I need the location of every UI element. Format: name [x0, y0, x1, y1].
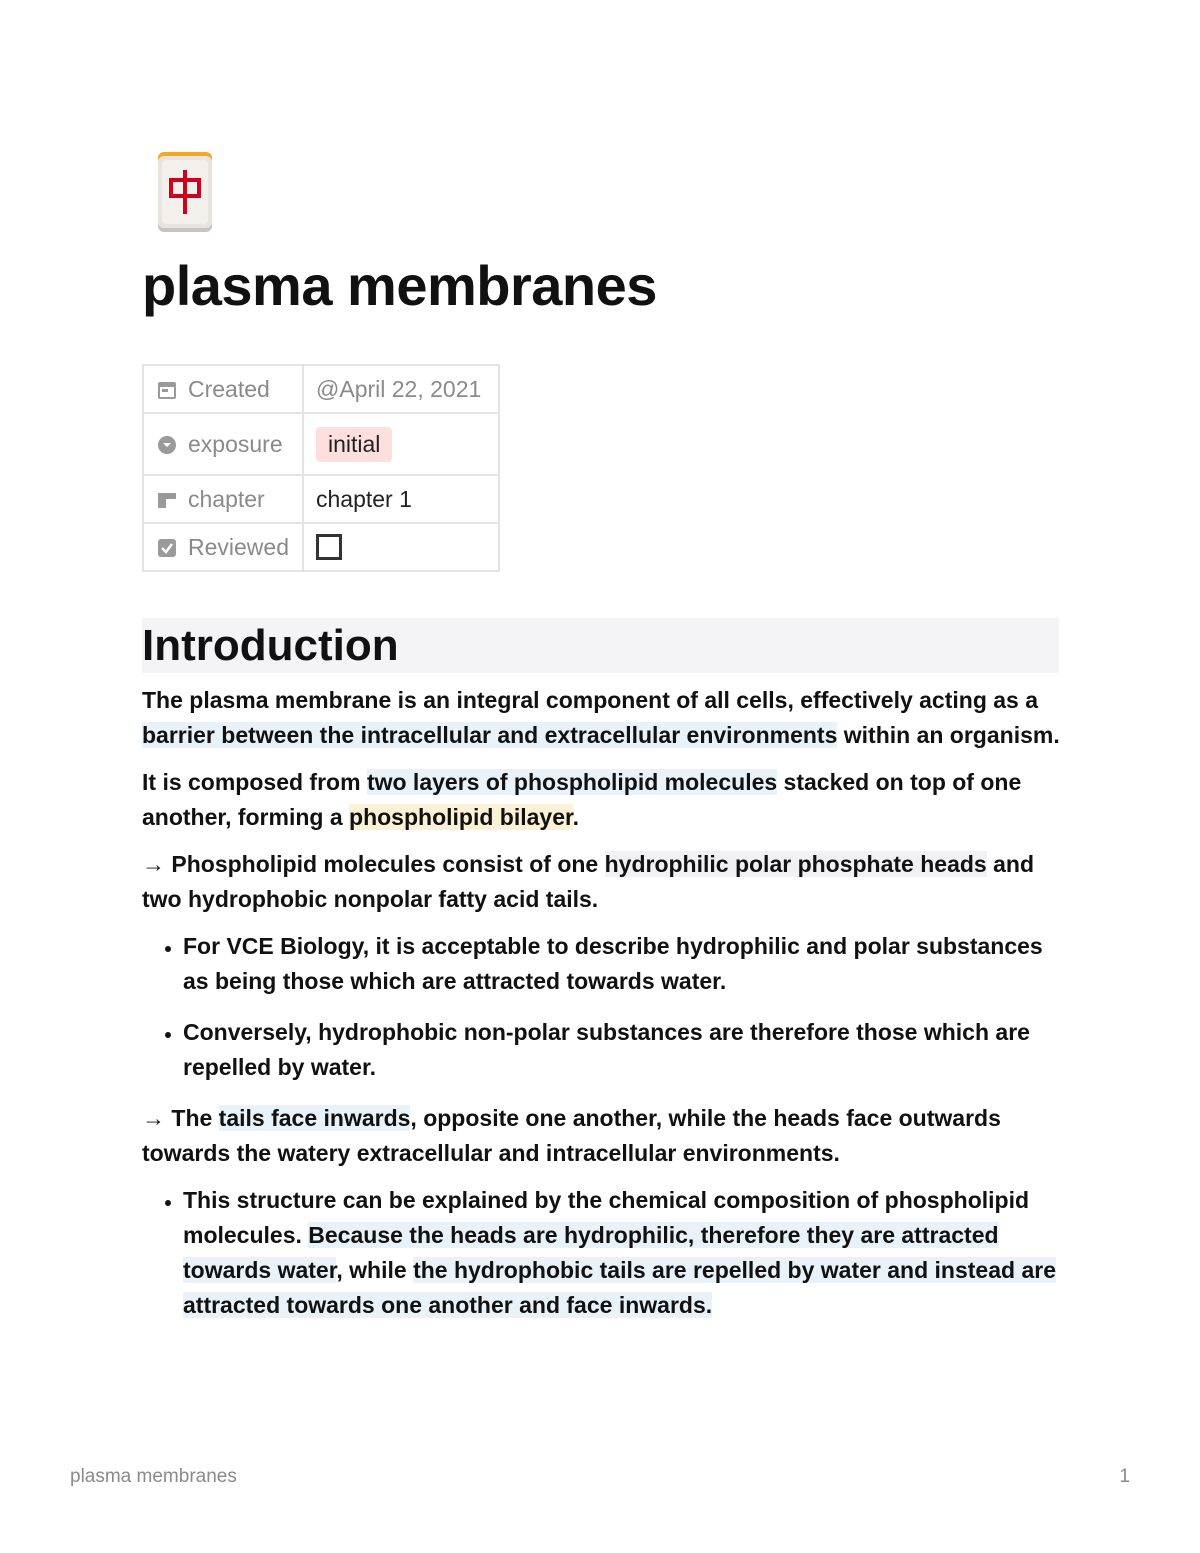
- highlight: Because the heads are hydrophilic, therefore they are attracted towards water: [183, 1222, 999, 1283]
- property-row-reviewed: [143, 523, 499, 571]
- text-run: , while: [336, 1257, 414, 1283]
- property-key: [143, 475, 303, 523]
- exposure-tag[interactable]: initial: [316, 427, 392, 462]
- created-date: @April 22, 2021: [316, 375, 482, 402]
- property-value-chapter[interactable]: chapter 1: [303, 475, 499, 523]
- property-label-created: Created: [188, 375, 270, 402]
- text-run: → The: [142, 1105, 219, 1131]
- highlight: hydrophilic polar phosphate heads: [604, 851, 987, 877]
- footer-title: plasma membranes: [70, 1466, 237, 1487]
- calendar-icon: [156, 379, 178, 401]
- list-item: • For VCE Biology, it is acceptable to describe hydrophilic and polar substances as being those which are attracted towards water.: [183, 929, 1062, 999]
- text-run: , opposite one another, while the heads face outwards towards the watery extracellular and intracellular environments.: [142, 1105, 1001, 1166]
- property-label-exposure: exposure: [188, 430, 283, 457]
- bullet-list-2: [142, 1183, 1062, 1323]
- highlight: tails face inwards: [218, 1105, 411, 1131]
- text-run: and two hydrophobic nonpolar fatty acid tails.: [142, 851, 1034, 912]
- checkbox-icon: [156, 537, 178, 559]
- property-label-chapter: chapter: [188, 485, 265, 512]
- mahjong-red-dragon-icon: [156, 152, 214, 234]
- property-row-created: [143, 365, 499, 413]
- paragraph-2: [142, 765, 1062, 835]
- property-key: [143, 523, 303, 571]
- property-row-exposure: [143, 413, 499, 475]
- highlight: barrier between the intracellular and extracellular environments: [142, 722, 838, 748]
- paragraph-4: [142, 1101, 1062, 1171]
- section-heading: Introduction: [142, 618, 1059, 673]
- reviewed-checkbox[interactable]: [316, 534, 342, 560]
- text-run: within an organism.: [837, 722, 1060, 748]
- paragraph-1: [142, 683, 1062, 753]
- text-icon: [156, 489, 178, 511]
- property-value-created[interactable]: [303, 365, 499, 413]
- property-key: [143, 413, 303, 475]
- page-title: plasma membranes: [142, 254, 657, 317]
- highlight: phospholipid bilayer: [349, 804, 573, 830]
- text-run: → Phospholipid molecules consist of one: [142, 851, 605, 877]
- highlight: two layers of phospholipid molecules: [366, 769, 778, 795]
- paragraph-3: [142, 847, 1062, 917]
- property-label-reviewed: Reviewed: [188, 533, 289, 560]
- text-run: .: [572, 804, 580, 830]
- properties-table: [142, 364, 500, 572]
- bullet-list-1: [142, 929, 1062, 1085]
- text-run: stacked on top of one another, forming a: [142, 769, 1022, 830]
- list-item: [183, 1183, 1062, 1323]
- property-value-reviewed: [303, 523, 499, 571]
- select-icon: [156, 434, 178, 456]
- list-item: • Conversely, hydrophobic non-polar substances are therefore those which are repelled by water.: [183, 1015, 1062, 1085]
- property-value-exposure[interactable]: [303, 413, 499, 475]
- text-run: This structure can be explained by the chemical composition of phospholipid molecules.: [183, 1187, 1030, 1248]
- highlight: the hydrophobic tails are repelled by water and instead are attracted towards one another and face inwards.: [183, 1257, 1056, 1318]
- property-key: [143, 365, 303, 413]
- property-row-chapter: [143, 475, 499, 523]
- footer-page-number: 1: [1119, 1466, 1130, 1487]
- text-run: The plasma membrane is an integral component of all cells, effectively acting as a: [142, 687, 1039, 713]
- text-run: It is composed from: [142, 769, 367, 795]
- page-content: [142, 683, 1062, 1339]
